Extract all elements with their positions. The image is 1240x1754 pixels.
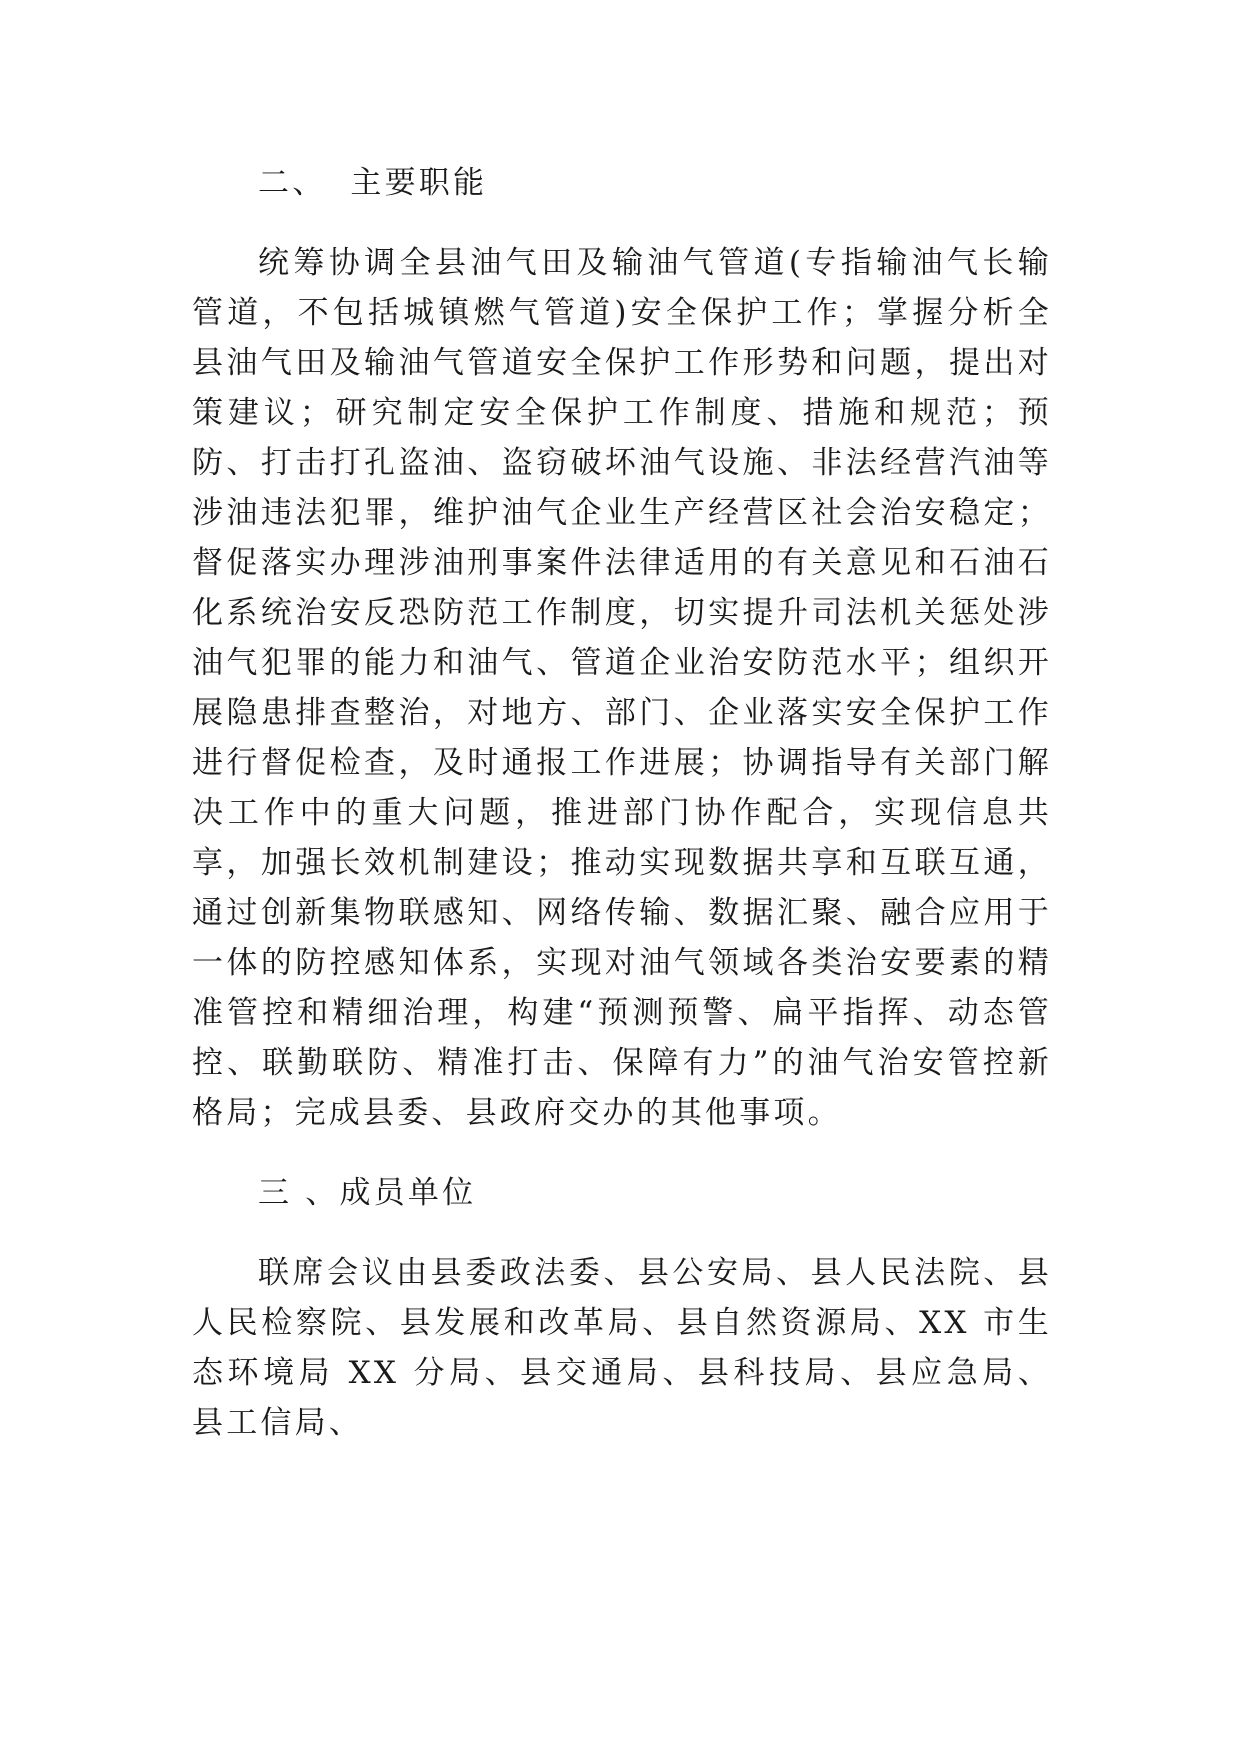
section-paragraph-members: 联席会议由县委政法委、县公安局、县人民法院、县人民检察院、县发展和改革局、县自然资源局、XX 市生态环境局 XX 分局、县交通局、县科技局、县应急局、县工信局、 [192, 1255, 1052, 1441]
section-paragraph-functions: 统筹协调全县油气田及输油气管道(专指输油气长输管道，不包括城镇燃气管道)安全保护工作；掌握分析全县油气田及输油气管道安全保护工作形势和问题，提出对策建议；研究制定安全保护工作制度、措施和规范；预防、打击打孔盗油、盗窃破坏油气设施、非法经营汽油等涉油违法犯罪，维护油气企业生产经营区社会治安稳定；督促落实办理涉油刑事案件法律适用的有关意见和石油石化系统治安反恐防范工作制度，切实提升司法机关惩处涉油气犯罪的能力和油气、管道企业治安防范水平；组织开展隐患排查整治，对地方、部门、企业落实安全保护工作进行督促检查，及时通报工作进展；协调指导有关部门解决工作中的重大问题，推进部门协作配合，实现信息共享，加强长效机制建设；推动实现数据共享和互联互通，通过创新集物联感知、网络传输、数据汇聚、融合应用于一体的防控感知体系，实现对油气领域各类治安要素的精准管控和精细治理，构建“预测预警、扁平指挥、动态管控、联勤联防、精准打击、保障有力”的油气治安管控新格局；完成县委、县政府交办的其他事项。 [192, 245, 1052, 1131]
section-number: 三 、 [258, 1175, 340, 1211]
section-title: 主要职能 [350, 165, 488, 201]
section-heading-functions [192, 158, 1052, 208]
section-heading-members [192, 1168, 1052, 1218]
document-body [192, 158, 1052, 1448]
section-number: 二、 [258, 165, 327, 201]
section-title: 成员单位 [339, 1175, 477, 1211]
